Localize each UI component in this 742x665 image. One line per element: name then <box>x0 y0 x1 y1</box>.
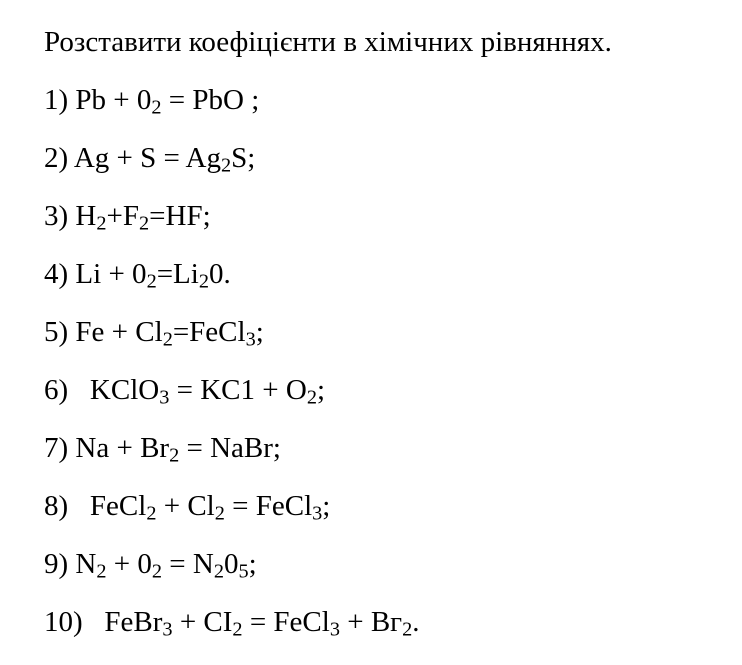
equation-text: N <box>68 548 97 580</box>
equation-line <box>44 370 724 410</box>
equation-number: 3) <box>44 200 69 232</box>
equation-subscript: 3 <box>245 328 256 351</box>
equation-text: +F <box>106 200 139 232</box>
equation-subscript: 2 <box>146 502 157 525</box>
equation-line <box>44 486 724 526</box>
equation-line <box>44 428 724 468</box>
equation-subscript: 5 <box>238 560 249 583</box>
equation-number: 1) <box>44 84 69 116</box>
equation-text: S; <box>231 142 256 174</box>
equation-text: ; <box>322 490 331 522</box>
equation-subscript: 3 <box>159 386 170 409</box>
equation-line <box>44 80 724 120</box>
equation-text: FeCl <box>68 490 147 522</box>
equation-text: =Li <box>156 258 199 290</box>
equation-text: + Вг <box>339 606 403 638</box>
equation-line <box>44 196 724 236</box>
equation-subscript: 2 <box>232 618 243 641</box>
equation-subscript: 2 <box>151 560 163 583</box>
equation-line <box>44 602 724 642</box>
equation-text: KClO <box>68 374 160 406</box>
equation-list <box>44 80 724 642</box>
equation-text: ; <box>255 316 264 348</box>
equation-text: = KC1 + O <box>169 374 307 406</box>
equation-subscript: 2 <box>96 560 107 583</box>
equation-subscript: 2 <box>220 154 232 177</box>
equation-number: 8) <box>44 490 69 522</box>
equation-text: ; <box>248 548 257 580</box>
equation-subscript: 2 <box>151 96 162 119</box>
equation-number: 5) <box>44 316 69 348</box>
equation-subscript: 3 <box>329 618 340 641</box>
equation-text: Fe + Cl <box>68 316 163 348</box>
equation-text: = NaBr; <box>179 432 281 464</box>
equation-subscript: 3 <box>312 502 323 525</box>
equation-subscript: 2 <box>162 328 173 351</box>
document <box>44 22 724 660</box>
equation-subscript: 2 <box>146 270 157 293</box>
equation-text: H <box>68 200 97 232</box>
equation-subscript: 3 <box>162 618 173 641</box>
equation-text: FeBr <box>82 606 163 638</box>
equation-subscript: 2 <box>402 618 413 641</box>
equation-number: 6) <box>44 374 69 406</box>
equation-subscript: 2 <box>139 212 150 235</box>
equation-subscript: 2 <box>96 212 107 235</box>
equation-text: Ag + S = Ag <box>68 142 221 174</box>
equation-text: ; <box>316 374 326 406</box>
equation-text: =HF; <box>149 200 211 232</box>
equation-line <box>44 544 724 584</box>
equation-text: + Cl <box>156 490 215 522</box>
equation-subscript: 2 <box>213 560 224 583</box>
equation-text: = FeCl <box>242 606 330 638</box>
equation-text: Na + Br <box>68 432 170 464</box>
equation-subscript: 2 <box>169 444 180 467</box>
equation-text: =FeCl <box>172 316 246 348</box>
equation-text: + CI <box>172 606 233 638</box>
equation-text: Pb + 0 <box>68 84 152 116</box>
equation-subscript: 2 <box>306 386 317 409</box>
equation-number: 2) <box>44 142 69 174</box>
equation-text: Li + 0 <box>68 258 147 290</box>
equation-line <box>44 254 724 294</box>
equation-text: = PbO ; <box>161 84 260 116</box>
equation-text: . <box>412 606 420 638</box>
equation-number: 7) <box>44 432 69 464</box>
equation-text: = FeCl <box>224 490 313 522</box>
equation-text: = N <box>162 548 214 580</box>
equation-number: 4) <box>44 258 69 290</box>
equation-text: + 0 <box>106 548 152 580</box>
equation-line <box>44 312 724 352</box>
equation-number: 9) <box>44 548 69 580</box>
equation-text: 0 <box>223 548 239 580</box>
equation-line <box>44 138 724 178</box>
equation-subscript: 2 <box>198 270 209 293</box>
equation-subscript: 2 <box>214 502 225 525</box>
equation-number: 10) <box>44 606 83 638</box>
equation-text: 0. <box>208 258 231 290</box>
document-title: Розставити коефіцієнти в хімічних рівняннях. <box>44 26 612 58</box>
